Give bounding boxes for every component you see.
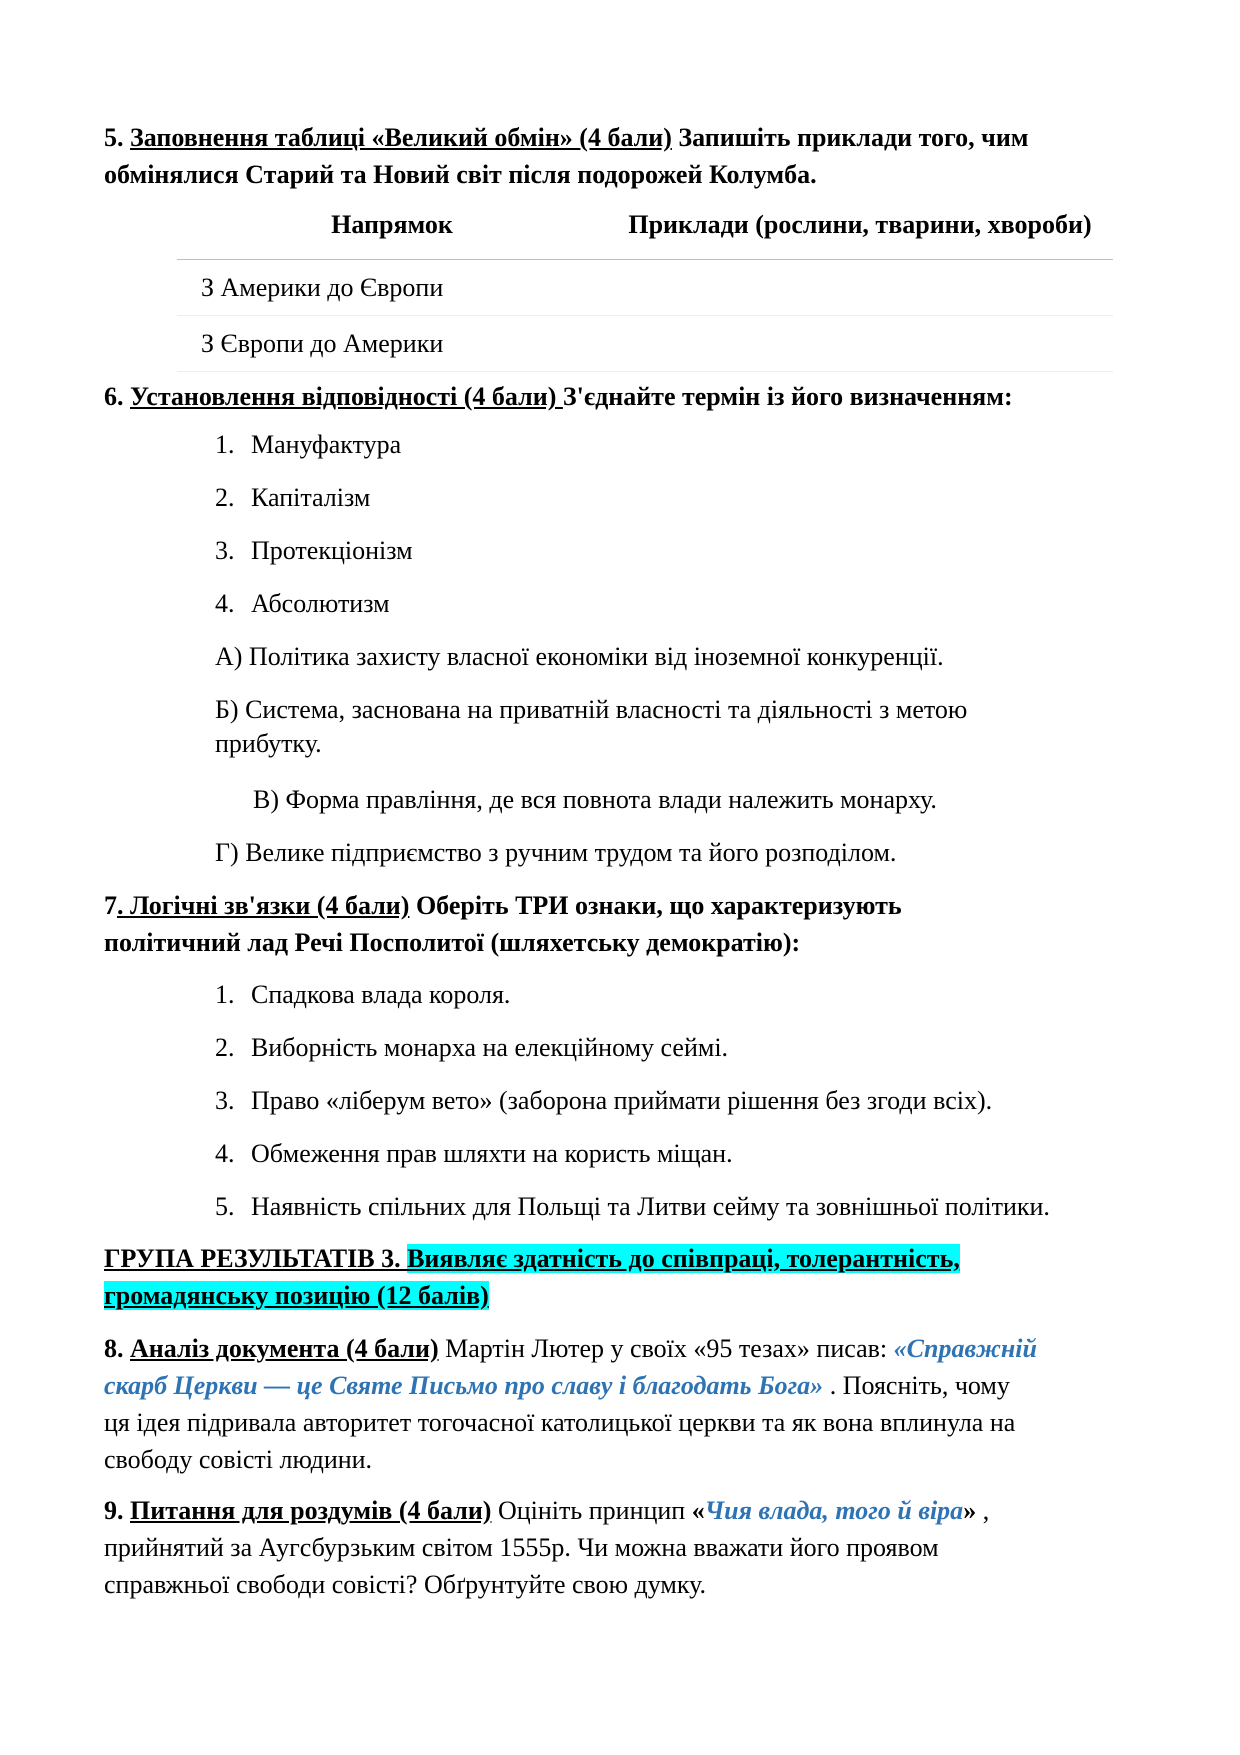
term-label: Мануфактура [251, 430, 402, 459]
list-item: 3. Право «ліберум вето» (заборона приймати рішення без згоди всіх). [215, 1086, 993, 1115]
list-item: 4. Обмеження прав шляхти на користь міщан. [215, 1139, 733, 1168]
term-label: Капіталізм [251, 483, 371, 512]
q9-close-quote: » [963, 1496, 977, 1525]
q8-line4: свободу совісті людини. [104, 1445, 373, 1474]
q9-line3: справжньої свободи совісті? Обґрунтуйте свою думку. [104, 1570, 707, 1599]
q8-title: Аналіз документа (4 бали) [130, 1334, 439, 1363]
group3-label: ГРУПА РЕЗУЛЬТАТІВ 3. [104, 1244, 408, 1273]
option-label: Спадкова влада короля. [251, 980, 511, 1009]
table-cell-direction: З Європи до Америки [177, 316, 607, 372]
group3-highlight-2: громадянську позицію (12 балів) [104, 1281, 489, 1310]
q7-number: 7 [104, 891, 117, 920]
q6-text: З'єднайте термін із його визначенням: [562, 382, 1013, 411]
group3-highlight-1: Виявляє здатність до співпраці, толерантність, [407, 1244, 960, 1273]
list-item: 2. Виборність монарха на елекційному сеймі. [215, 1033, 729, 1062]
q9-quote: Чия влада, того й віра [704, 1496, 964, 1525]
option-label: Право «ліберум вето» (заборона приймати рішення без згоди всіх). [251, 1086, 993, 1115]
q6-number: 6. [104, 382, 124, 411]
definition-b-line2: прибутку. [215, 729, 322, 758]
q6-heading [104, 378, 1013, 415]
q9-title: Питання для роздумів (4 бали) [130, 1496, 492, 1525]
table-cell-examples[interactable] [607, 316, 1113, 372]
q9-block [104, 1492, 989, 1603]
definition-g: Г) Велике підприємство з ручним трудом та його розподілом. [215, 838, 897, 867]
exchange-table [177, 205, 1113, 372]
q9-intro: Оцініть принцип [491, 1496, 692, 1525]
term-label: Протекціонізм [251, 536, 413, 565]
q6-title: Установлення відповідності (4 бали) [130, 382, 563, 411]
table-row [177, 260, 1113, 316]
definition-b [215, 693, 967, 761]
definition-v: В) Форма правління, де вся повнота влади належить монарху. [253, 785, 937, 814]
q8-after-quote: . Поясніть, чому [823, 1371, 1010, 1400]
q8-line3: ця ідея підривала авторитет тогочасної католицької церкви та як вона вплинула на [104, 1408, 1016, 1437]
q8-quote-1: «Справжній [893, 1334, 1037, 1363]
term-label: Абсолютизм [251, 589, 390, 618]
table-row [177, 316, 1113, 372]
table-header: Напрямок [177, 205, 607, 260]
q9-after-quote: , [976, 1496, 990, 1525]
q5-line1 [104, 119, 1029, 156]
q9-number: 9. [104, 1496, 124, 1525]
list-item: 2. Капіталізм [215, 483, 371, 512]
q5-heading [104, 119, 1029, 193]
group3-heading [104, 1240, 960, 1314]
q8-intro: Мартін Лютер у своїх «95 тезах» писав: [438, 1334, 894, 1363]
table-cell-examples[interactable] [607, 260, 1113, 316]
q5-text-1: Запишіть приклади того, чим [678, 123, 1029, 152]
q7-text-1: Оберіть ТРИ ознаки, що характеризують [409, 891, 902, 920]
q7-title: . Логічні зв'язки (4 бали) [117, 891, 410, 920]
q5-number: 5. [104, 123, 124, 152]
q9-open-quote: « [691, 1496, 705, 1525]
table-header: Приклади (рослини, тварини, хвороби) [607, 205, 1113, 260]
q8-quote-2: скарб Церкви — це Святе Письмо про славу і благодать Бога» [104, 1371, 824, 1400]
option-label: Обмеження прав шляхти на користь міщан. [251, 1139, 733, 1168]
definition-a: А) Політика захисту власної економіки від іноземної конкуренції. [215, 642, 944, 671]
q5-title: Заповнення таблиці «Великий обмін» (4 бали) [130, 123, 672, 152]
q7-heading [104, 887, 902, 961]
list-item: 5. Наявність спільних для Польщі та Литви сейму та зовнішньої політики. [215, 1192, 1050, 1221]
list-item: 4. Абсолютизм [215, 589, 390, 618]
list-item: 1. Спадкова влада короля. [215, 980, 511, 1009]
q5-line2: обмінялися Старий та Новий світ після подорожей Колумба. [104, 160, 817, 189]
q8-number: 8. [104, 1334, 124, 1363]
q8-block [104, 1330, 1037, 1478]
q7-text-2: політичний лад Речі Посполитої (шляхетську демократію): [104, 928, 801, 957]
list-item: 3. Протекціонізм [215, 536, 413, 565]
q9-line2: прийнятий за Аугсбурзьким світом 1555р. Чи можна вважати його проявом [104, 1533, 939, 1562]
table-header-row [177, 205, 1113, 260]
definition-b-line1: Б) Система, заснована на приватній власності та діяльності з метою [215, 695, 968, 724]
option-label: Наявність спільних для Польщі та Литви сейму та зовнішньої політики. [251, 1192, 1050, 1221]
option-label: Виборність монарха на елекційному сеймі. [251, 1033, 729, 1062]
table-cell-direction: З Америки до Європи [177, 260, 607, 316]
list-item: 1. Мануфактура [215, 430, 402, 459]
